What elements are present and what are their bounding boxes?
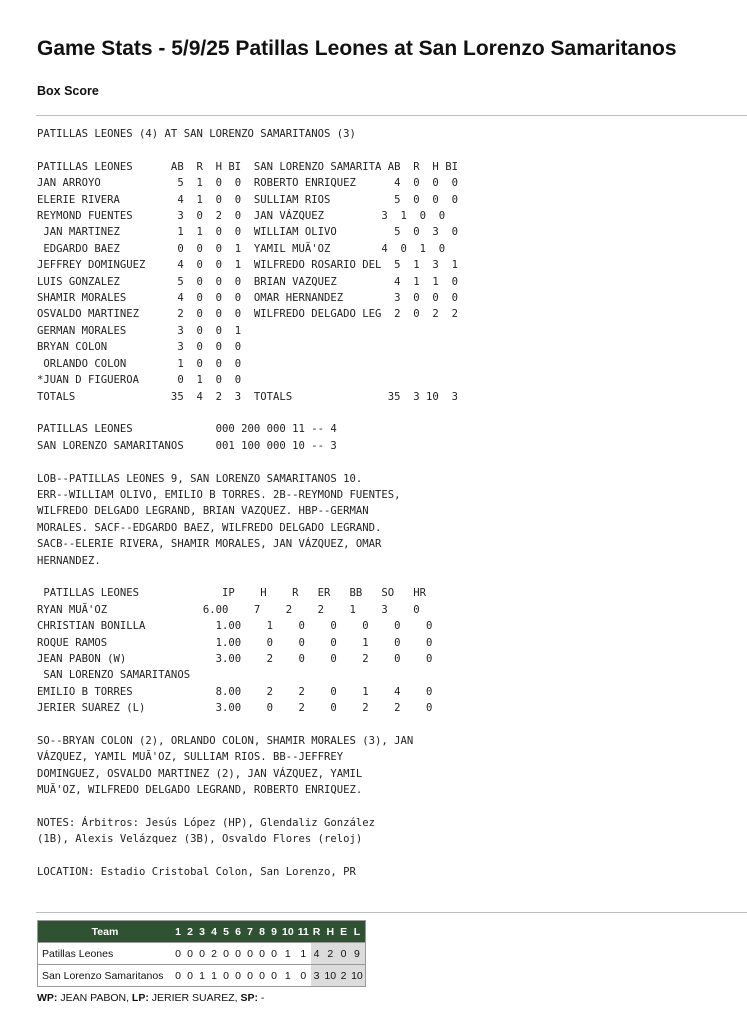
total-errors: 0 bbox=[338, 943, 349, 965]
header-team: Team bbox=[38, 921, 173, 943]
linescore-row bbox=[38, 943, 366, 965]
inning-score: 1 bbox=[208, 965, 220, 987]
inning-score: 0 bbox=[256, 965, 268, 987]
total-lob: 9 bbox=[349, 943, 365, 965]
page-title: Game Stats - 5/9/25 Patillas Leones at San Lorenzo Samaritanos bbox=[37, 37, 677, 60]
inning-score: 0 bbox=[184, 965, 196, 987]
inning-score: 0 bbox=[268, 965, 280, 987]
header-inning-4: 4 bbox=[208, 921, 220, 943]
inning-score: 0 bbox=[172, 965, 184, 987]
inning-score: 0 bbox=[232, 965, 244, 987]
winning-pitcher: JEAN PABON, bbox=[60, 992, 129, 1004]
lp-label: LP: bbox=[131, 992, 149, 1004]
inning-score: 1 bbox=[280, 965, 296, 987]
inning-score: 0 bbox=[232, 943, 244, 965]
inning-score: 0 bbox=[268, 943, 280, 965]
inning-score: 0 bbox=[220, 943, 232, 965]
inning-score: 0 bbox=[172, 943, 184, 965]
section-heading-box-score: Box Score bbox=[37, 84, 99, 98]
total-lob: 10 bbox=[349, 965, 365, 987]
inning-score: 0 bbox=[244, 943, 256, 965]
inning-score: 1 bbox=[296, 943, 311, 965]
linescore-table bbox=[37, 920, 366, 987]
pitchers-of-record bbox=[37, 992, 264, 1004]
sp-label: SP: bbox=[240, 992, 258, 1004]
box-score-text: PATILLAS LEONES (4) AT SAN LORENZO SAMARITANOS (3) PATILLAS LEONES AB R H BI SAN LORENZO SAMARITA AB R H BI JAN ARROYO 5 1 0 0 ROBERTO ENRIQUEZ 4 0 0 0 ELERIE RIVERA 4 1 0 0 SULLIAM RIOS 5 0 0 0 REYMOND FUENTES 3 0 2 0 JAN VÁZQUEZ 3 1 0 0 JAN MARTINEZ 1 1 0 0 WILLIAM OLIVO 5 0 3 0 EDGARDO BAEZ 0 0 0 1 YAMIL MUÃ'OZ 4 0 1 0 JEFFREY DOMINGUEZ 4 0 0 1 WILFREDO ROSARIO DEL 5 1 3 1 LUIS GONZALEZ 5 0 0 0 BRIAN VAZQUEZ 4 1 1 0 SHAMIR MORALES 4 0 0 0 OMAR HERNANDEZ 3 0 0 0 OSVALDO MARTINEZ 2 0 0 0 WILFREDO DELGADO LEG 2 0 2 2 GERMAN MORALES 3 0 0 1 BRYAN COLON 3 0 0 0 ORLANDO COLON 1 0 0 0 *JUAN D FIGUEROA 0 1 0 0 TOTALS 35 4 2 3 TOTALS 35 3 10 3 PATILLAS LEONES 000 200 000 11 -- 4 SAN LORENZO SAMARITANOS 001 100 000 10 -- 3 LOB--PATILLAS LEONES 9, SAN LORENZO SAMARITANOS 10. ERR--WILLIAM OLIVO, EMILIO B TORRES. 2B--REYMOND FUENTES, WILFREDO DELGADO LEGRAND, BRIAN VAZQUEZ. HBP--GERMAN MORALES. SACF--EDGARDO BAEZ, WILFREDO DELGADO LEGRAND. SACB--ELERIE RIVERA, SHAMIR MORALES, JAN VÁZQUEZ, OMAR HERNANDEZ. PATILLAS LEONES IP H R ER BB SO HR RYAN MUÃ'OZ 6.00 7 2 2 1 3 0 CHRISTIAN BONILLA 1.00 1 0 0 0 0 0 ROQUE RAMOS 1.00 0 0 0 1 0 0 JEAN PABON (W) 3.00 2 0 0 2 0 0 SAN LORENZO SAMARITANOS EMILIO B TORRES 8.00 2 2 0 1 4 0 JERIER SUAREZ (L) 3.00 0 2 0 2 2 0 SO--BRYAN COLON (2), ORLANDO COLON, SHAMIR MORALES (3), JAN VÁZQUEZ, YAMIL MUÃ'OZ, SULLIAM RIOS. BB--JEFFREY DOMINGUEZ, OSVALDO MARTINEZ (2), JAN VÁZQUEZ, YAMIL MUÃ'OZ, WILFREDO DELGADO LEGRAND, ROBERTO ENRIQUEZ. NOTES: Árbitros: Jesús López (HP), Glendaliz González (1B), Alexis Velázquez (3B), Osvaldo Flores (reloj) LOCATION: Estadio Cristobal Colon, San Lorenzo, PR bbox=[37, 128, 458, 879]
header-runs: R bbox=[311, 921, 323, 943]
total-runs: 4 bbox=[311, 943, 323, 965]
inning-score: 0 bbox=[220, 965, 232, 987]
wp-label: WP: bbox=[37, 992, 58, 1004]
header-inning-11: 11 bbox=[296, 921, 311, 943]
header-inning-6: 6 bbox=[232, 921, 244, 943]
header-inning-3: 3 bbox=[196, 921, 208, 943]
header-inning-9: 9 bbox=[268, 921, 280, 943]
header-inning-1: 1 bbox=[172, 921, 184, 943]
inning-score: 0 bbox=[296, 965, 311, 987]
header-inning-2: 2 bbox=[184, 921, 196, 943]
header-lob: L bbox=[349, 921, 365, 943]
linescore-row bbox=[38, 965, 366, 987]
total-hits: 2 bbox=[322, 943, 338, 965]
inning-score: 0 bbox=[184, 943, 196, 965]
linescore-header-row bbox=[38, 921, 366, 943]
inning-score: 1 bbox=[196, 965, 208, 987]
divider bbox=[36, 115, 747, 116]
total-hits: 10 bbox=[322, 965, 338, 987]
losing-pitcher: JERIER SUAREZ, bbox=[151, 992, 238, 1004]
save-pitcher: - bbox=[260, 992, 265, 1004]
divider bbox=[36, 912, 747, 913]
team-name: Patillas Leones bbox=[38, 943, 173, 965]
total-runs: 3 bbox=[311, 965, 323, 987]
header-inning-7: 7 bbox=[244, 921, 256, 943]
inning-score: 0 bbox=[256, 943, 268, 965]
linescore bbox=[37, 920, 366, 987]
header-inning-5: 5 bbox=[220, 921, 232, 943]
header-errors: E bbox=[338, 921, 349, 943]
inning-score: 2 bbox=[208, 943, 220, 965]
inning-score: 1 bbox=[280, 943, 296, 965]
inning-score: 0 bbox=[244, 965, 256, 987]
total-errors: 2 bbox=[338, 965, 349, 987]
header-hits: H bbox=[322, 921, 338, 943]
team-name: San Lorenzo Samaritanos bbox=[38, 965, 173, 987]
header-inning-8: 8 bbox=[256, 921, 268, 943]
inning-score: 0 bbox=[196, 943, 208, 965]
header-inning-10: 10 bbox=[280, 921, 296, 943]
